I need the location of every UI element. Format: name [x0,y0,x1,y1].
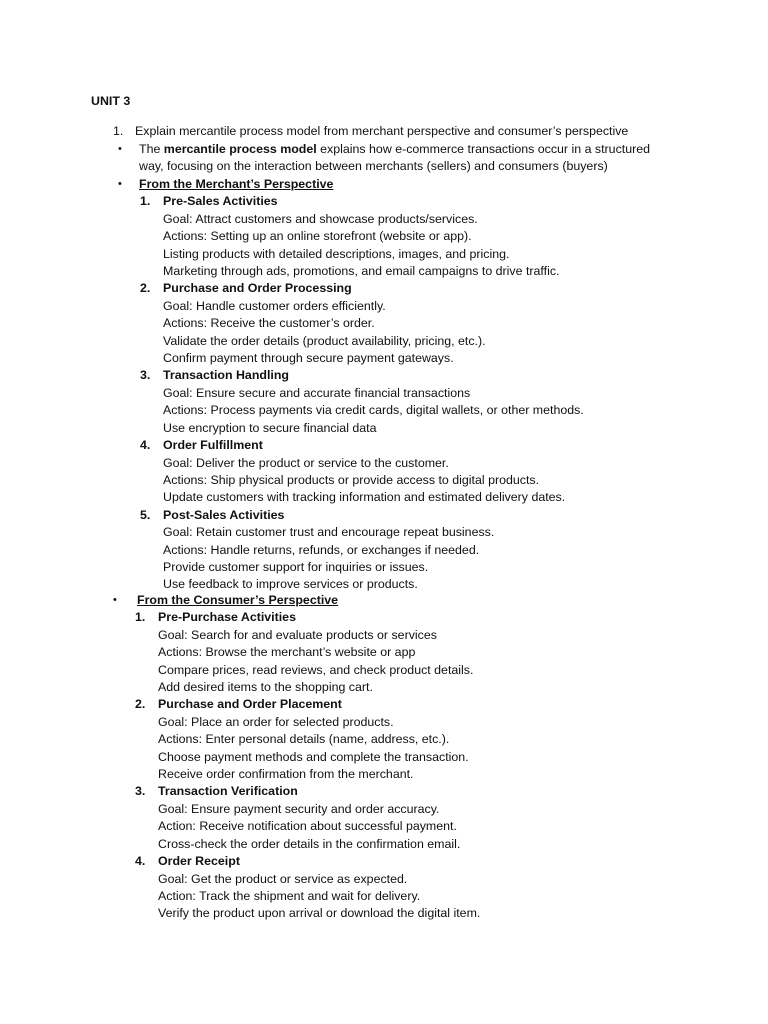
item-detail-line: Actions: Enter personal details (name, address, etc.). [158,732,450,747]
item-title: Purchase and Order Processing [163,281,352,296]
consumer-section-title: From the Consumer’s Perspective [137,593,339,607]
item-detail-line: Use encryption to secure financial data [163,420,377,435]
item-detail-line: Action: Receive notification about successful payment. [158,819,457,834]
merchant-item-5 [118,507,678,594]
consumer-item-3 [113,783,673,853]
item-detail-line: Add desired items to the shopping cart. [158,680,373,695]
merchant-section-title: From the Merchant’s Perspective [139,177,334,191]
item-detail-line: Actions: Receive the customer’s order. [163,316,375,331]
merchant-items [118,193,678,593]
merchant-item-4 [118,437,678,507]
item-title: Purchase and Order Placement [158,697,342,712]
item-title: Pre-Sales Activities [163,194,278,209]
item-detail-line: Goal: Handle customer orders efficiently. [163,298,386,313]
intro-line-2: way, focusing on the interaction between merchants (sellers) and consumers (buyers) [139,159,608,174]
item-number: 4. [135,854,146,869]
consumer-item-heading [113,696,673,713]
item-number: 3. [140,368,151,383]
merchant-item-heading [118,193,678,210]
item-detail-line: Action: Track the shipment and wait for delivery. [158,888,421,903]
item-number: 1. [135,610,146,625]
consumer-item-2 [113,696,673,783]
intro-bold-term: mercantile process model [163,142,317,156]
intro-line1-rest: explains how e-commerce transactions occur in a structured [316,142,651,156]
item-detail-line: Provide customer support for inquiries or issues. [163,559,429,574]
bullet-icon: • [118,178,122,190]
merchant-item-heading [118,367,678,384]
unit-heading: UNIT 3 [91,94,131,108]
consumer-items [113,609,673,922]
item-detail-line: Marketing through ads, promotions, and email campaigns to drive traffic. [163,264,560,279]
intro-paragraph [118,141,678,176]
item-number: 2. [140,281,151,296]
merchant-section [118,176,678,594]
item-title: Transaction Handling [163,368,289,383]
item-title: Transaction Verification [158,784,298,799]
item-detail-line: Receive order confirmation from the merchant. [158,767,414,782]
item-detail-line: Goal: Ensure secure and accurate financial transactions [163,385,471,400]
item-detail-line: Listing products with detailed descriptions, images, and pricing. [163,246,510,261]
item-detail-line: Goal: Retain customer trust and encourage repeat business. [163,525,495,540]
item-detail-line: Actions: Setting up an online storefront (website or app). [163,229,472,244]
item-title: Order Fulfillment [163,438,263,453]
item-detail-line: Verify the product upon arrival or download the digital item. [158,906,481,921]
item-detail-line: Update customers with tracking information and estimated delivery dates. [163,490,566,505]
item-detail-line: Actions: Ship physical products or provide access to digital products. [163,472,540,487]
item-detail-line: Actions: Browse the merchant’s website or app [158,645,416,660]
item-detail-line: Use feedback to improve services or products. [163,577,418,592]
consumer-item-1 [113,609,673,696]
merchant-item-3 [118,367,678,437]
item-detail-line: Actions: Process payments via credit cards, digital wallets, or other methods. [163,403,584,418]
consumer-item-heading [113,783,673,800]
consumer-item-4 [113,853,673,923]
item-detail-line: Choose payment methods and complete the transaction. [158,749,469,764]
item-number: 1. [140,194,151,209]
intro-prefix: The [139,142,164,156]
question-1 [113,124,673,138]
item-detail-line: Goal: Search for and evaluate products or services [158,627,437,642]
question-number: 1. [113,124,124,138]
item-detail-line: Confirm payment through secure payment gateways. [163,351,454,366]
merchant-item-heading [118,507,678,524]
bullet-icon: • [113,594,117,606]
item-detail-line: Goal: Get the product or service as expected. [158,871,408,886]
item-detail-line: Goal: Place an order for selected products. [158,714,394,729]
item-number: 5. [140,507,151,522]
item-number: 2. [135,697,146,712]
item-title: Order Receipt [158,854,240,869]
item-detail-line: Goal: Ensure payment security and order accuracy. [158,801,440,816]
intro-line-1 [139,141,678,158]
item-number: 4. [140,438,151,453]
item-detail-line: Compare prices, read reviews, and check product details. [158,662,474,677]
merchant-item-heading [118,280,678,297]
merchant-item-1 [118,193,678,280]
item-detail-line: Validate the order details (product availability, pricing, etc.). [163,333,486,348]
item-number: 3. [135,784,146,799]
item-title: Post-Sales Activities [163,507,285,522]
intro-bullet [118,141,678,176]
item-detail-line: Actions: Handle returns, refunds, or exchanges if needed. [163,542,480,557]
item-title: Pre-Purchase Activities [158,610,296,625]
question-text: Explain mercantile process model from merchant perspective and consumer’s perspective [135,124,629,138]
consumer-bullet [113,592,673,609]
merchant-bullet [118,176,678,193]
merchant-item-heading [118,437,678,454]
merchant-item-2 [118,280,678,367]
item-detail-line: Cross-check the order details in the confirmation email. [158,836,461,851]
consumer-item-heading [113,853,673,870]
consumer-section [113,592,673,923]
bullet-icon: • [118,143,122,155]
consumer-item-heading [113,609,673,626]
item-detail-line: Goal: Deliver the product or service to the customer. [163,455,449,470]
item-detail-line: Goal: Attract customers and showcase products/services. [163,211,478,226]
